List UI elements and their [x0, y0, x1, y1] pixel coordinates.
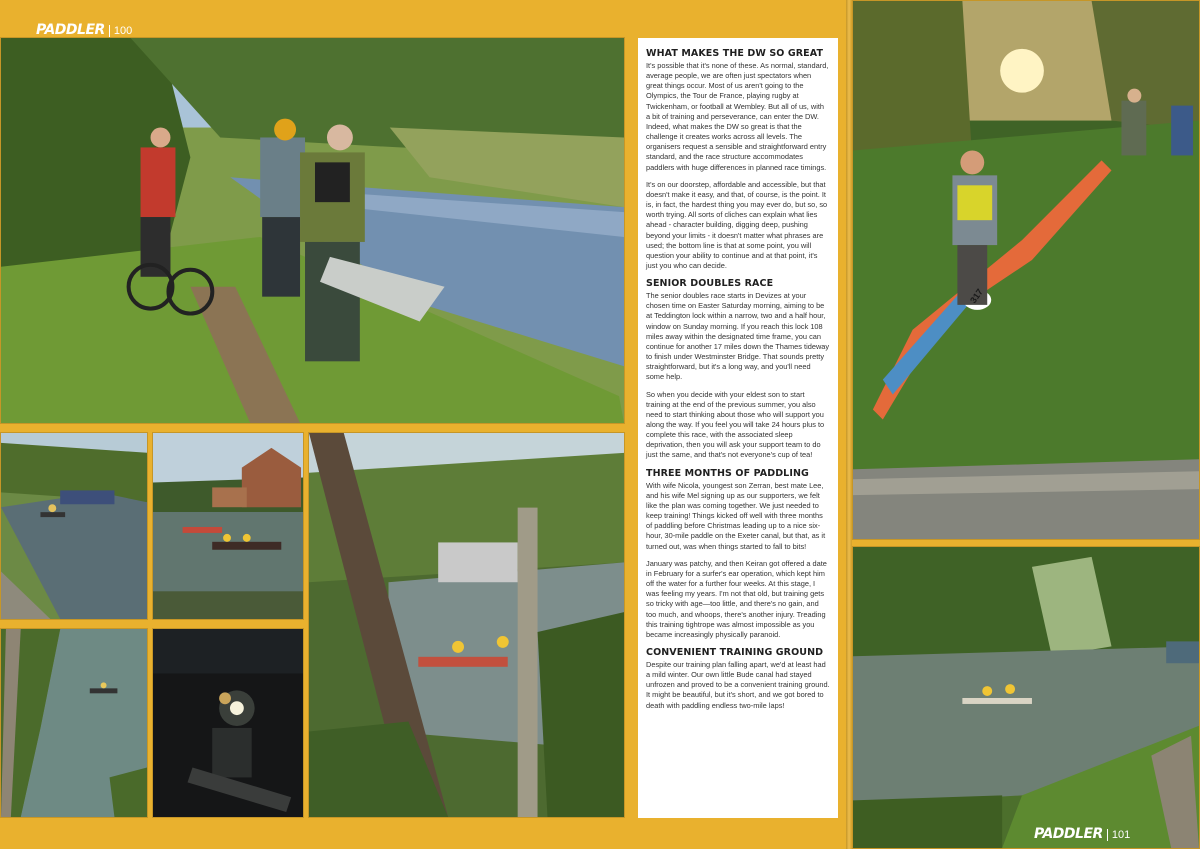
magazine-brand: PADDLER	[36, 22, 105, 38]
page-number: 101	[1107, 829, 1130, 841]
paragraph: It's on our doorstep, affordable and accessible, but that doesn't make it easy, and that, of course, is the point. It is, in fact, the hardest thing you may ever do, but so, so worth trying. All sorts of cliches can explain what lies ahead - character building, digging deep, pushing beyond your limits - it doesn't matter what phrases are used; the bottom line is that at some point, you will question your ability to continue and at that point, it's just you who can decide.	[646, 179, 828, 270]
canal-doubles-photo	[852, 546, 1200, 849]
boat-number-label: 317	[968, 286, 985, 306]
section-heading: THREE MONTHS OF PADDLING	[646, 467, 809, 479]
tree-river-photo	[308, 432, 625, 818]
canal-towpath-photo	[0, 37, 625, 424]
article-column	[638, 38, 838, 818]
section-heading: WHAT MAKES THE DW SO GREAT	[646, 48, 824, 59]
paragraph: It's possible that it's none of these. As normal, standard, average people, we are often just spectators when great things occur. Most of us aren't going to the Olympics, the Tour de France, playing rugby at Twickenham, or football at Wembley. But all of us, with a bit of training and perseverance, can enter the DW. Indeed, what makes the DW so great is that the challenge it creates works across all levels. The organisers request a sensible and straightforward entry standard, and the race structure accommodates paddlers with huge differences in planned race timings.	[646, 61, 829, 172]
kayak-carry-photo	[852, 0, 1200, 540]
paragraph: The senior doubles race starts in Devizes at your chosen time on Easter Saturday morning, aiming to be at Teddington lock within a narrow, two and a half hour, window on Sunday morning. If you reach this lock 108 miles away within the designated time frame, you can continue for another 17 miles down the Thames tideway to finish under Westminster Bridge. That sounds pretty straightforward, but it's a long way, and you'll need some help.	[646, 291, 830, 382]
magazine-brand: PADDLER	[1034, 826, 1103, 842]
paragraph: With wife Nicola, youngest son Zerran, best mate Lee, and his wife Mel signing up as our supporters, we felt like the plan was coming together. We just needed to keep training! Things kicked off well with three months of paddling before Christmas leading up to a nice six-hour, 30-mile paddle on the Exeter canal, but that, as it turned out, was when things started to fall to bits!	[646, 480, 826, 551]
right-page	[850, 0, 1200, 849]
spread-gutter	[846, 0, 852, 849]
paragraph: January was patchy, and then Keiran got offered a date in February for a surfer's ear operation, which kept him off the water for a further four weeks. At this stage, I was feeling my years. I'm not that old, but training gets so tricky with age—too little, and there's no gain, and too much, and whoops, there's another injury. Treading this training tightrope was almost impossible as you became increasingly physically paranoid.	[646, 558, 827, 639]
curving-canal-photo	[0, 628, 148, 818]
night-paddle-photo	[152, 628, 304, 818]
folio-left	[36, 22, 132, 38]
section-heading: CONVENIENT TRAINING GROUND	[646, 646, 824, 658]
paragraph: Despite our training plan falling apart, we'd at least had a mild winter. Our own little Bude canal had stayed unfrozen and proved to be a convenient training ground. It might be beautiful, but it's short, and we got bored to death with paddling endless two-mile laps!	[646, 659, 830, 710]
section-heading: SENIOR DOUBLES RACE	[646, 278, 774, 290]
page-number: 100	[109, 25, 132, 37]
lock-house-photo	[152, 432, 304, 620]
paragraph: So when you decide with your eldest son to start training at the end of the previous summer, you also need to start thinking about those who will support you along the way. If you feel you will take 24 hours plus to complete this race, with the associated sleep deprivation, then you will ask your support team to do just the same, and that's not everyone's cup of tea!	[646, 389, 825, 460]
canal-kayak-photo	[0, 432, 148, 620]
folio-right	[1034, 826, 1130, 842]
